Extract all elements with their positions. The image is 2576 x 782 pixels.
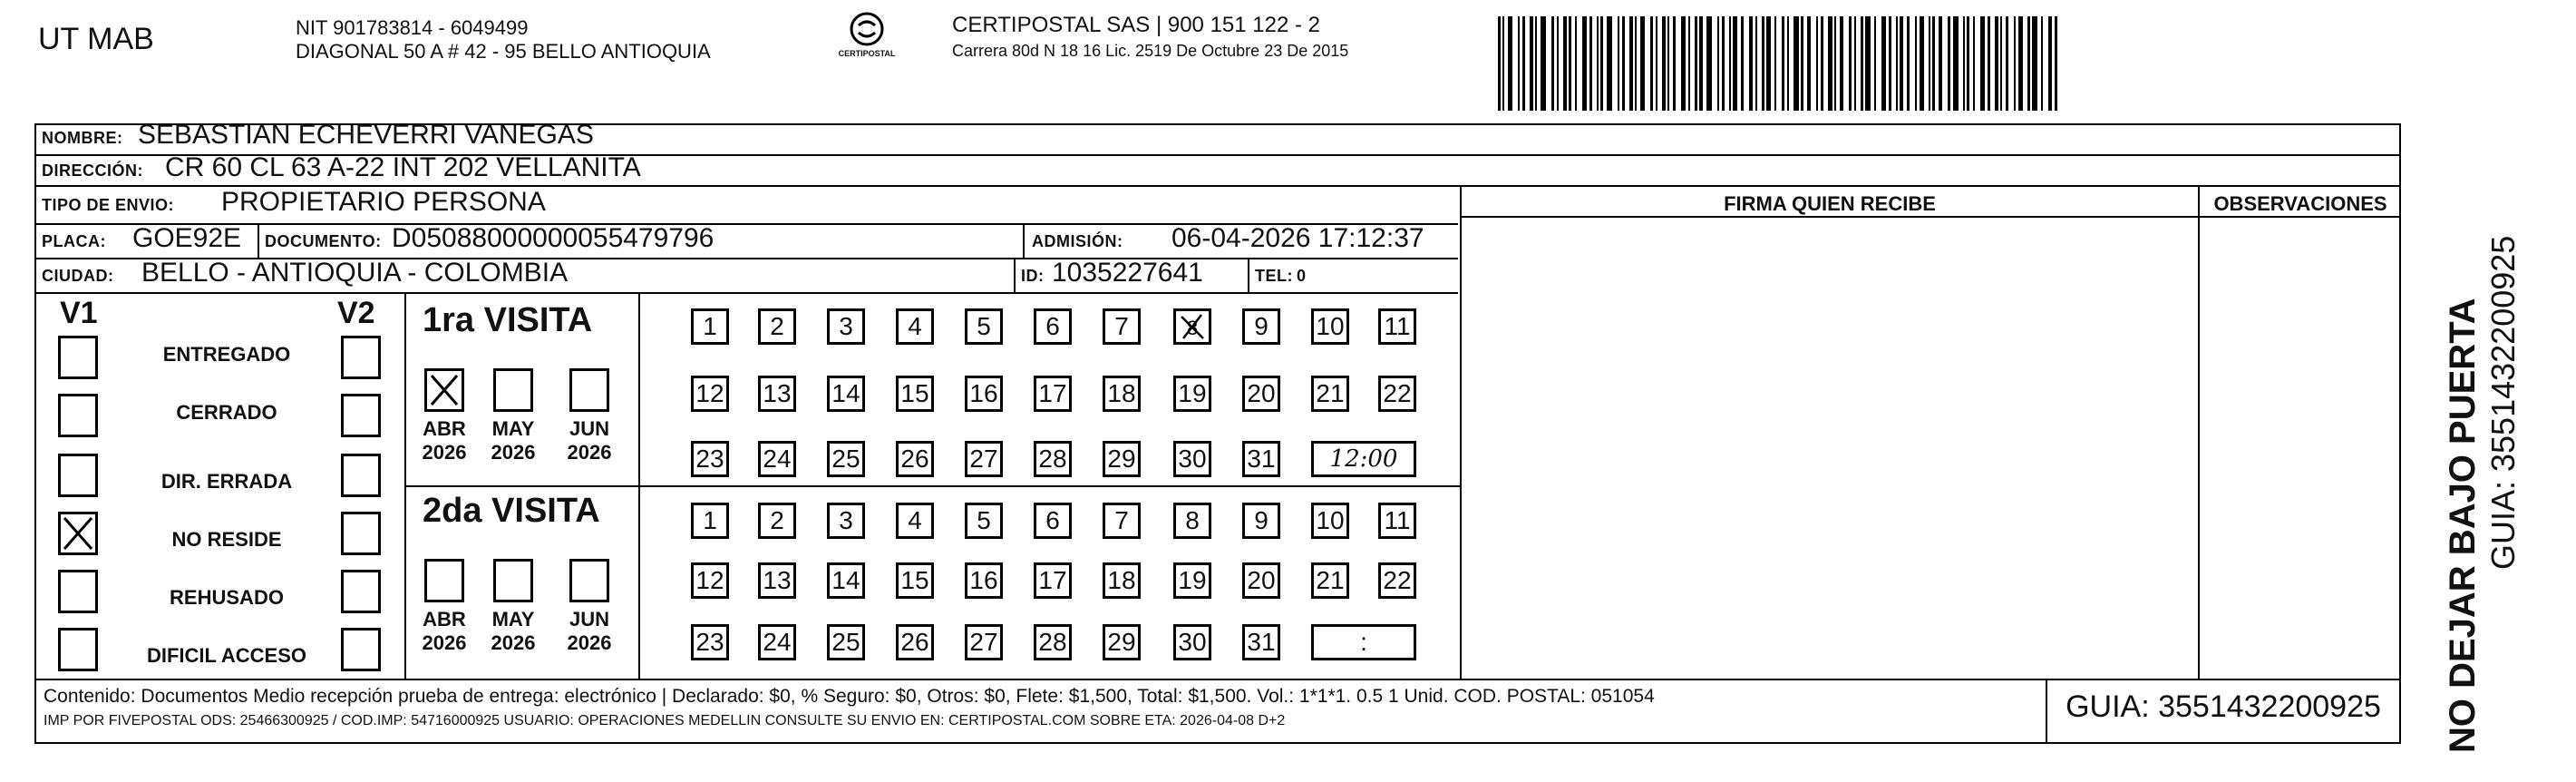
- day-box[interactable]: 26: [896, 624, 934, 660]
- barcode-bar: [1575, 16, 1577, 111]
- day-box[interactable]: 21: [1311, 376, 1349, 412]
- day-box[interactable]: 13: [758, 562, 796, 599]
- month-label: MAY 2026: [491, 608, 536, 654]
- observaciones-header: OBSERVACIONES: [2213, 192, 2387, 215]
- day-box[interactable]: 19: [1173, 562, 1211, 599]
- documento-value: D05088000000055479796: [392, 223, 714, 253]
- nombre-label: NOMBRE:: [42, 129, 123, 147]
- day-box[interactable]: 31: [1242, 441, 1280, 477]
- barcode-bar: [1861, 16, 1863, 111]
- day-box[interactable]: 10: [1311, 503, 1349, 539]
- day-box[interactable]: 7: [1103, 503, 1141, 539]
- day-box[interactable]: 28: [1034, 624, 1072, 660]
- v1-checkbox[interactable]: [58, 454, 98, 497]
- barcode-bar: [1821, 16, 1823, 111]
- v2-checkbox[interactable]: [341, 570, 381, 613]
- barcode-bar: [1688, 16, 1690, 111]
- day-box[interactable]: 19: [1173, 376, 1211, 412]
- footer-guia: GUIA: 3551432200925: [2066, 689, 2381, 724]
- v2-checkbox[interactable]: [341, 628, 381, 671]
- barcode-bar: [1622, 16, 1625, 111]
- tipo-label: TIPO DE ENVIO:: [42, 196, 175, 214]
- barcode-bar: [1589, 16, 1592, 111]
- barcode-bar: [1635, 16, 1637, 111]
- barcode-bar: [2000, 16, 2002, 111]
- company-name: UT MAB: [38, 22, 154, 56]
- operator-name: CERTIPOSTAL SAS | 900 151 122 - 2: [952, 13, 1320, 37]
- day-box[interactable]: 5: [965, 308, 1003, 345]
- barcode-bar: [1953, 16, 1959, 111]
- footer-imp: IMP POR FIVEPOSTAL ODS: 25466300925 / COD.IMP: 54716000925 USUARIO: OPERACIONES MEDELLIN CONSULTE SU ENVIO EN: CERTIPOSTAL.COM SOBRE ETA: 2026-04-08 D+2: [44, 713, 1286, 728]
- barcode-bar: [1766, 16, 1771, 111]
- day-box[interactable]: 6: [1034, 308, 1072, 345]
- day-box[interactable]: 17: [1034, 376, 1072, 412]
- day-box[interactable]: 24: [758, 624, 796, 660]
- barcode-bar: [1874, 16, 1876, 111]
- barcode-bar: [1915, 16, 1917, 111]
- logo-text: CERTIPOSTAL: [838, 49, 896, 58]
- barcode-bar: [1541, 16, 1546, 111]
- barcode-bar: [1782, 16, 1784, 111]
- id-label: ID:: [1021, 267, 1045, 285]
- admision-value: 06-04-2026 17:12:37: [1171, 223, 1424, 253]
- day-box[interactable]: 20: [1242, 562, 1280, 599]
- day-box[interactable]: 24: [758, 441, 796, 477]
- day-box[interactable]: 2: [758, 308, 796, 345]
- day-box[interactable]: 21: [1311, 562, 1349, 599]
- barcode-bar: [1816, 16, 1818, 111]
- barcode-bar: [1508, 16, 1512, 111]
- barcode-bar: [1980, 16, 1985, 111]
- barcode-bar: [1834, 16, 1836, 111]
- barcode-bar: [1907, 16, 1910, 111]
- day-box[interactable]: 30: [1173, 441, 1211, 477]
- month-checkbox[interactable]: [424, 368, 464, 412]
- month-label: JUN 2026: [567, 417, 612, 464]
- barcode-bar: [2041, 16, 2043, 111]
- second-visit-label: 2da VISITA: [423, 492, 600, 530]
- barcode-bar: [1618, 16, 1619, 111]
- barcode-bar: [1774, 16, 1776, 111]
- barcode-bar: [1865, 16, 1871, 111]
- month-label: MAY 2026: [491, 417, 536, 464]
- barcode-bar: [2014, 16, 2016, 111]
- day-box[interactable]: 7: [1103, 308, 1141, 345]
- barcode-bar: [1807, 16, 1811, 111]
- v1-checkbox[interactable]: [58, 336, 98, 379]
- day-box[interactable]: 29: [1103, 441, 1141, 477]
- shipment-barcode: [1498, 16, 2176, 111]
- day-box[interactable]: 16: [965, 562, 1003, 599]
- barcode-bar: [1662, 16, 1666, 111]
- day-box[interactable]: 1: [691, 503, 729, 539]
- barcode-bar: [1557, 16, 1559, 111]
- barcode-bar: [1920, 16, 1924, 111]
- day-box[interactable]: 3: [827, 503, 865, 539]
- side-warning: NO DEJAR BAJO PUERTA: [2443, 298, 2483, 753]
- day-box[interactable]: 18: [1103, 562, 1141, 599]
- status-label: NO RESIDE: [171, 528, 282, 551]
- day-box[interactable]: 27: [965, 441, 1003, 477]
- barcode-bar: [1518, 16, 1520, 111]
- barcode-bar: [1717, 16, 1719, 111]
- status-label: DIFICIL ACCESO: [146, 644, 306, 667]
- firma-header: FIRMA QUIEN RECIBE: [1724, 192, 1936, 215]
- month-label: ABR 2026: [422, 417, 467, 464]
- month-checkbox[interactable]: [424, 559, 464, 602]
- v2-checkbox[interactable]: [341, 512, 381, 555]
- barcode-bar: [1881, 16, 1886, 111]
- barcode-bar: [1650, 16, 1653, 111]
- day-box[interactable]: 22: [1378, 376, 1416, 412]
- v2-checkbox[interactable]: [341, 394, 381, 437]
- barcode-bar: [1973, 16, 1975, 111]
- day-box[interactable]: 30: [1173, 624, 1211, 660]
- barcode-bar: [1502, 16, 1504, 111]
- barcode-bar: [1849, 16, 1852, 111]
- barcode-bar: [1995, 16, 1998, 111]
- ciudad-label: CIUDAD:: [42, 267, 114, 285]
- month-label: ABR 2026: [422, 608, 467, 654]
- barcode-bar: [1939, 16, 1942, 111]
- status-label: ENTREGADO: [162, 343, 291, 366]
- day-box[interactable]: 27: [965, 624, 1003, 660]
- v2-label: V2: [337, 296, 375, 330]
- barcode-bar: [1854, 16, 1856, 111]
- day-box[interactable]: 5: [965, 503, 1003, 539]
- day-box[interactable]: 3: [827, 308, 865, 345]
- company-nit: NIT 901783814 - 6049499: [296, 16, 529, 39]
- barcode-bar: [1522, 16, 1525, 111]
- day-box[interactable]: 28: [1034, 441, 1072, 477]
- day-box[interactable]: 13: [758, 376, 796, 412]
- barcode-bar: [1597, 16, 1599, 111]
- footer-content: Contenido: Documentos Medio recepción prueba de entrega: electrónico | Declarado: $0, % Seguro: $0, Otros: $0, Flete: $1,500, Total: $1,500. Vol.: 1*1*1. 0.5 1 Unid. COD. POSTAL: 051054: [44, 686, 1655, 707]
- day-box[interactable]: 23: [691, 441, 729, 477]
- barcode-bar: [1706, 16, 1712, 111]
- day-box[interactable]: 12: [691, 376, 729, 412]
- side-guia: GUIA: 3551432200925: [2484, 235, 2522, 570]
- day-box[interactable]: 23: [691, 624, 729, 660]
- barcode-bar: [1762, 16, 1764, 111]
- day-box[interactable]: 29: [1103, 624, 1141, 660]
- barcode-bar: [1600, 16, 1603, 111]
- day-box[interactable]: 6: [1034, 503, 1072, 539]
- documento-label: DOCUMENTO:: [265, 232, 382, 250]
- barcode-bar: [1801, 16, 1803, 111]
- day-box[interactable]: 14: [827, 562, 865, 599]
- barcode-bar: [1656, 16, 1657, 111]
- barcode-bar: [1722, 16, 1725, 111]
- v2-checkbox[interactable]: [341, 454, 381, 497]
- day-box[interactable]: 11: [1378, 503, 1416, 539]
- barcode-bar: [2048, 16, 2052, 111]
- placa-label: PLACA:: [42, 232, 106, 250]
- barcode-bar: [1530, 16, 1533, 111]
- day-box[interactable]: 16: [965, 376, 1003, 412]
- day-box[interactable]: 20: [1242, 376, 1280, 412]
- day-box[interactable]: 1: [691, 308, 729, 345]
- barcode-bar: [2027, 16, 2030, 111]
- day-box[interactable]: [1173, 308, 1211, 345]
- barcode-bar: [1900, 16, 1903, 111]
- day-box[interactable]: 8: [1173, 503, 1211, 539]
- time-box[interactable]: :: [1311, 624, 1416, 660]
- day-box[interactable]: 14: [827, 376, 865, 412]
- barcode-bar: [1729, 16, 1731, 111]
- tipo-value: PROPIETARIO PERSONA: [221, 187, 546, 217]
- ciudad-value: BELLO - ANTIOQUIA - COLOMBIA: [141, 258, 569, 288]
- day-box[interactable]: 4: [896, 308, 934, 345]
- barcode-bar: [1699, 16, 1703, 111]
- day-box[interactable]: 9: [1242, 308, 1280, 345]
- v1-label: V1: [60, 296, 98, 330]
- day-box[interactable]: 11: [1378, 308, 1416, 345]
- placa-value: GOE92E: [132, 223, 242, 253]
- barcode-bar: [1963, 16, 1965, 111]
- barcode-bar: [1840, 16, 1843, 111]
- barcode-bar: [1793, 16, 1799, 111]
- barcode-bar: [1932, 16, 1935, 111]
- barcode-bar: [1889, 16, 1891, 111]
- barcode-bar: [1498, 16, 1501, 111]
- day-box[interactable]: 25: [827, 624, 865, 660]
- day-box[interactable]: 26: [896, 441, 934, 477]
- month-checkbox[interactable]: [493, 559, 533, 602]
- day-box[interactable]: 22: [1378, 562, 1416, 599]
- barcode-bar: [1828, 16, 1832, 111]
- certipostal-logo: [834, 9, 899, 65]
- barcode-bar: [1563, 16, 1567, 111]
- direccion-value: CR 60 CL 63 A-22 INT 202 VELLANITA: [165, 152, 641, 182]
- barcode-bar: [1787, 16, 1789, 111]
- barcode-bar: [1673, 16, 1676, 111]
- day-box[interactable]: 2: [758, 503, 796, 539]
- barcode-bar: [1967, 16, 1969, 111]
- day-box[interactable]: 25: [827, 441, 865, 477]
- barcode-bar: [2006, 16, 2008, 111]
- status-label: CERRADO: [176, 401, 277, 424]
- day-box[interactable]: 18: [1103, 376, 1141, 412]
- day-box[interactable]: 9: [1242, 503, 1280, 539]
- barcode-bar: [1640, 16, 1645, 111]
- barcode-bar: [2055, 16, 2057, 111]
- barcode-bar: [1929, 16, 1930, 111]
- v1-checkbox[interactable]: [58, 570, 98, 613]
- day-box[interactable]: 15: [896, 562, 934, 599]
- time-box[interactable]: 12:00: [1311, 441, 1416, 477]
- barcode-bar: [1733, 16, 1737, 111]
- nombre-value: SEBASTIAN ECHEVERRI VANEGAS: [138, 120, 594, 150]
- barcode-bar: [1749, 16, 1753, 111]
- barcode-bar: [1535, 16, 1537, 111]
- v1-checkbox[interactable]: [58, 628, 98, 671]
- tel-label: TEL:: [1255, 267, 1293, 285]
- day-box[interactable]: 15: [896, 376, 934, 412]
- barcode-bar: [1948, 16, 1950, 111]
- direccion-label: DIRECCIÓN:: [42, 161, 143, 180]
- day-box[interactable]: 17: [1034, 562, 1072, 599]
- barcode-bar: [2032, 16, 2037, 111]
- day-box[interactable]: 12: [691, 562, 729, 599]
- barcode-bar: [1741, 16, 1744, 111]
- month-label: JUN 2026: [567, 608, 612, 654]
- tel-value: 0: [1297, 267, 1307, 285]
- month-checkbox[interactable]: [569, 368, 609, 412]
- barcode-bar: [1755, 16, 1757, 111]
- day-box[interactable]: 31: [1242, 624, 1280, 660]
- barcode-bar: [2018, 16, 2023, 111]
- admision-label: ADMISIÓN:: [1032, 232, 1123, 250]
- barcode-bar: [1629, 16, 1633, 111]
- v1-checkbox[interactable]: [58, 394, 98, 437]
- barcode-bar: [1681, 16, 1686, 111]
- day-box[interactable]: 4: [896, 503, 934, 539]
- barcode-bar: [1667, 16, 1669, 111]
- barcode-bar: [1569, 16, 1571, 111]
- v1-checkbox[interactable]: [58, 512, 98, 555]
- svg-text:8: 8: [1187, 317, 1199, 339]
- status-label: REHUSADO: [170, 586, 284, 609]
- id-value: 1035227641: [1052, 258, 1203, 288]
- first-visit-label: 1ra VISITA: [423, 301, 593, 339]
- status-label: DIR. ERRADA: [160, 470, 293, 493]
- barcode-bar: [1551, 16, 1554, 111]
- v2-checkbox[interactable]: [341, 336, 381, 379]
- month-checkbox[interactable]: [493, 368, 533, 412]
- company-address: DIAGONAL 50 A # 42 - 95 BELLO ANTIOQUIA: [296, 40, 711, 63]
- barcode-bar: [1896, 16, 1898, 111]
- barcode-bar: [1695, 16, 1697, 111]
- barcode-bar: [1582, 16, 1587, 111]
- barcode-bar: [1607, 16, 1612, 111]
- operator-address: Carrera 80d N 18 16 Lic. 2519 De Octubre 23 De 2015: [952, 42, 1349, 60]
- month-checkbox[interactable]: [569, 559, 609, 602]
- day-box[interactable]: 10: [1311, 308, 1349, 345]
- barcode-bar: [1988, 16, 1990, 111]
